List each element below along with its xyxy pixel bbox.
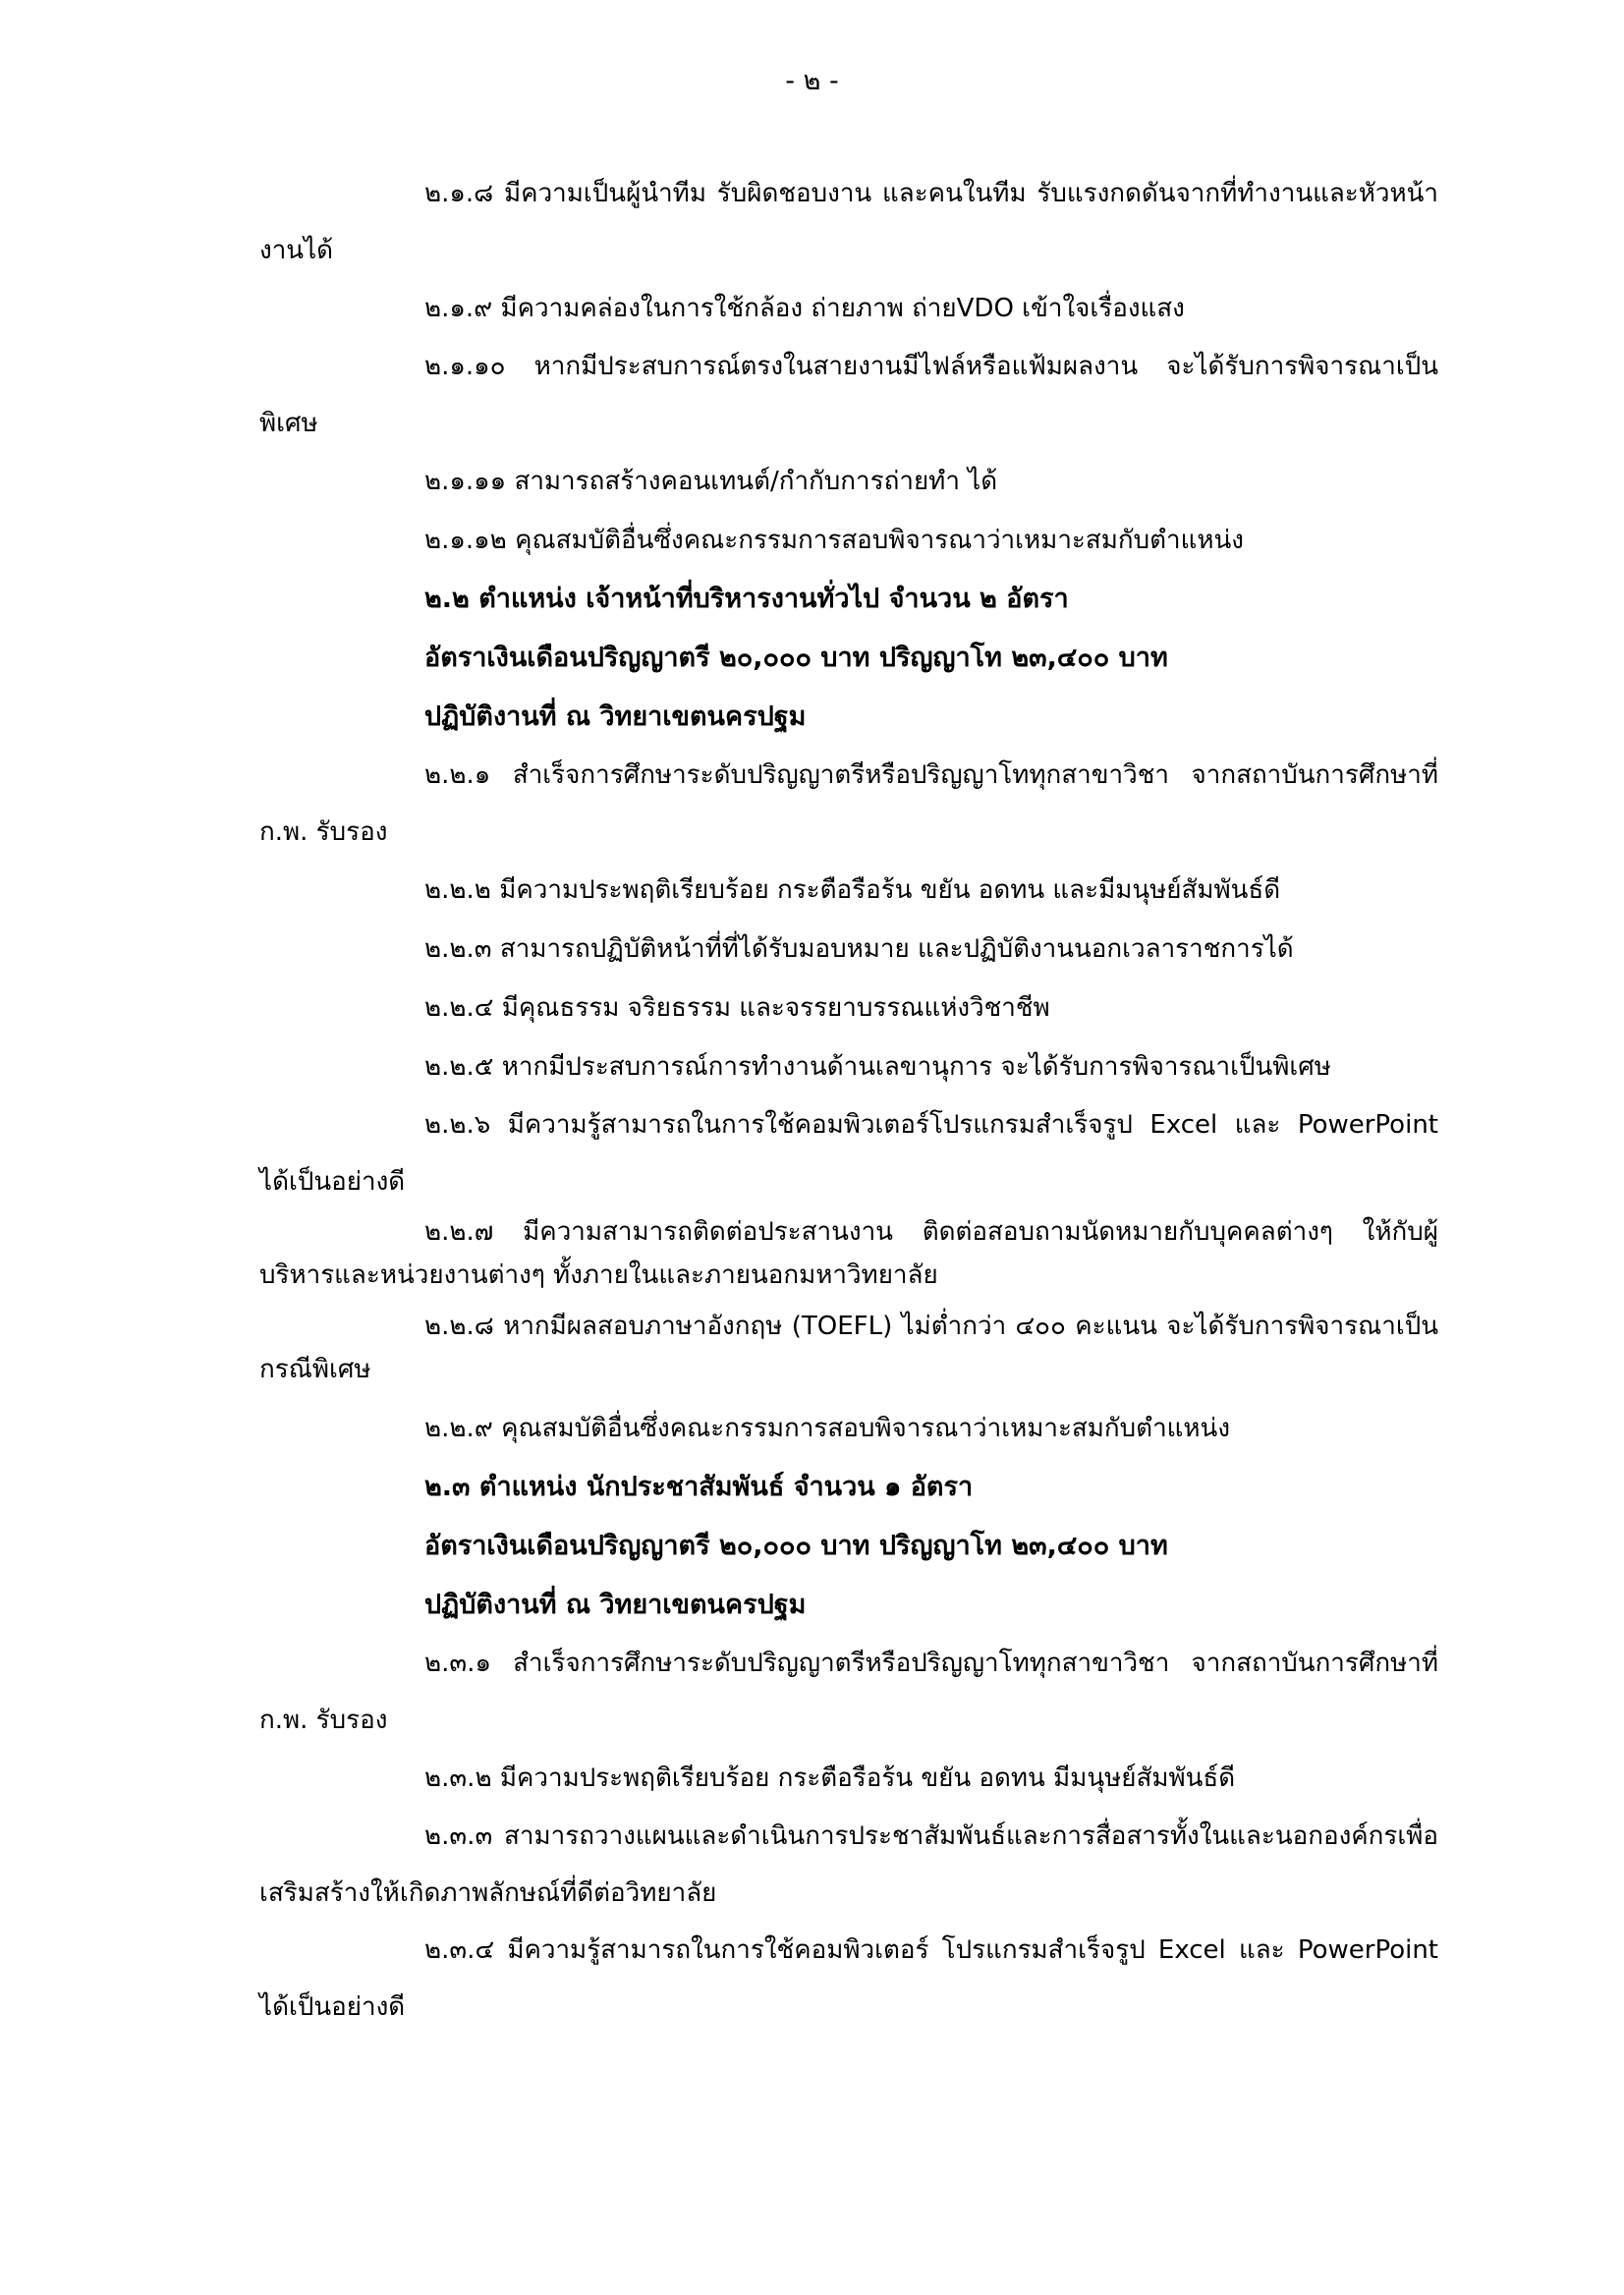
item-2-1-11: ๒.๑.๑๑ สามารถสร้างคอนเทนต์/กำกับการถ่ายทำ ได้ — [424, 467, 998, 496]
item-2-3-3: ๒.๓.๓ สามารถวางแผนและดำเนินการประชาสัมพันธ์และการสื่อสารทั้งในและนอกองค์กรเพื่อเสริมสร้างให้เกิดภาพลักษณ์ที่ดีต่อวิทยาลัย — [259, 1821, 1438, 1908]
item-2-3-2: ๒.๓.๒ มีความประพฤติเรียบร้อย กระตือรือร้น ขยัน อดทน มีมนุษย์สัมพันธ์ดี — [424, 1763, 1236, 1793]
item-2-2-3: ๒.๒.๓ สามารถปฏิบัติหน้าที่ที่ได้รับมอบหมาย และปฏิบัติงานนอกเวลาราชการได้ — [424, 934, 1294, 964]
item-2-2-9: ๒.๒.๙ คุณสมบัติอื่นซึ่งคณะกรรมการสอบพิจารณาว่าเหมาะสมกับตำแหน่ง — [424, 1414, 1231, 1443]
location-heading-2-2: ปฏิบัติงานที่ ณ วิทยาเขตนครปฐม — [424, 701, 807, 732]
item-2-1-9: ๒.๑.๙ มีความคล่องในการใช้กล้อง ถ่ายภาพ ถ่ายVDO เข้าใจเรื่องแสง — [424, 294, 1185, 323]
item-2-1-12: ๒.๑.๑๒ คุณสมบัติอื่นซึ่งคณะกรรมการสอบพิจารณาว่าเหมาะสมกับตำแหน่ง — [424, 526, 1244, 555]
item-2-3-4: ๒.๓.๔ มีความรู้สามารถในการใช้คอมพิวเตอร์ โปรแกรมสำเร็จรูป Excel และ PowerPoint ได้เป็นอย่างดี — [259, 1935, 1438, 2022]
item-2-2-6: ๒.๒.๖ มีความรู้สามารถในการใช้คอมพิวเตอร์โปรแกรมสำเร็จรูป Excel และ PowerPoint ได้เป็นอย่างดี — [259, 1110, 1438, 1197]
item-2-2-1: ๒.๒.๑ สำเร็จการศึกษาระดับปริญญาตรีหรือปริญญาโททุกสาขาวิชา จากสถาบันการศึกษาที่ ก.พ. รับรอง — [259, 760, 1438, 847]
item-2-3-1: ๒.๓.๑ สำเร็จการศึกษาระดับปริญญาตรีหรือปริญญาโททุกสาขาวิชา จากสถาบันการศึกษาที่ ก.พ. รับรอง — [259, 1649, 1438, 1735]
item-2-2-7: ๒.๒.๗ มีความสามารถติดต่อประสานงาน ติดต่อสอบถามนัดหมายกับบุคคลต่างๆ ให้กับผู้บริหารและหน่วยงานต่างๆ ทั้งภายในและภายนอกมหาวิทยาลัย — [259, 1217, 1438, 1290]
item-2-2-8: ๒.๒.๘ หากมีผลสอบภาษาอังกฤษ (TOEFL) ไม่ต่ำกว่า ๔๐๐ คะแนน จะได้รับการพิจารณาเป็นกรณีพิเศษ — [259, 1312, 1438, 1384]
salary-heading-2-3: อัตราเงินเดือนปริญญาตรี ๒๐,๐๐๐ บาท ปริญญาโท ๒๓,๔๐๐ บาท — [424, 1531, 1168, 1561]
item-2-2-4: ๒.๒.๔ มีคุณธรรม จริยธรรม และจรรยาบรรณแห่งวิชาชีพ — [424, 993, 1050, 1023]
item-2-1-8: ๒.๑.๘ มีความเป็นผู้นำทีม รับผิดชอบงาน และคนในทีม รับแรงกดดันจากที่ทำงานและหัวหน้างานได้ — [259, 179, 1438, 265]
document-body — [259, 165, 1438, 2036]
salary-heading-2-2: อัตราเงินเดือนปริญญาตรี ๒๐,๐๐๐ บาท ปริญญาโท ๒๓,๔๐๐ บาท — [424, 643, 1168, 673]
item-2-2-2: ๒.๒.๒ มีความประพฤติเรียบร้อย กระตือรือร้น ขยัน อดทน และมีมนุษย์สัมพันธ์ดี — [424, 875, 1281, 905]
item-2-2-5: ๒.๒.๕ หากมีประสบการณ์การทำงานด้านเลขานุการ จะได้รับการพิจารณาเป็นพิเศษ — [424, 1052, 1331, 1082]
section-heading-2-2: ๒.๒ ตำแหน่ง เจ้าหน้าที่บริหารงานทั่วไป จำนวน ๒ อัตรา — [424, 584, 1069, 614]
item-2-1-10: ๒.๑.๑๐ หากมีประสบการณ์ตรงในสายงานมีไฟล์หรือแฟ้มผลงาน จะได้รับการพิจารณาเป็นพิเศษ — [259, 352, 1438, 438]
location-heading-2-3: ปฏิบัติงานที่ ณ วิทยาเขตนครปฐม — [424, 1590, 807, 1620]
section-heading-2-3: ๒.๓ ตำแหน่ง นักประชาสัมพันธ์ จำนวน ๑ อัตรา — [424, 1472, 974, 1502]
page-number: - ๒ - — [785, 66, 839, 96]
